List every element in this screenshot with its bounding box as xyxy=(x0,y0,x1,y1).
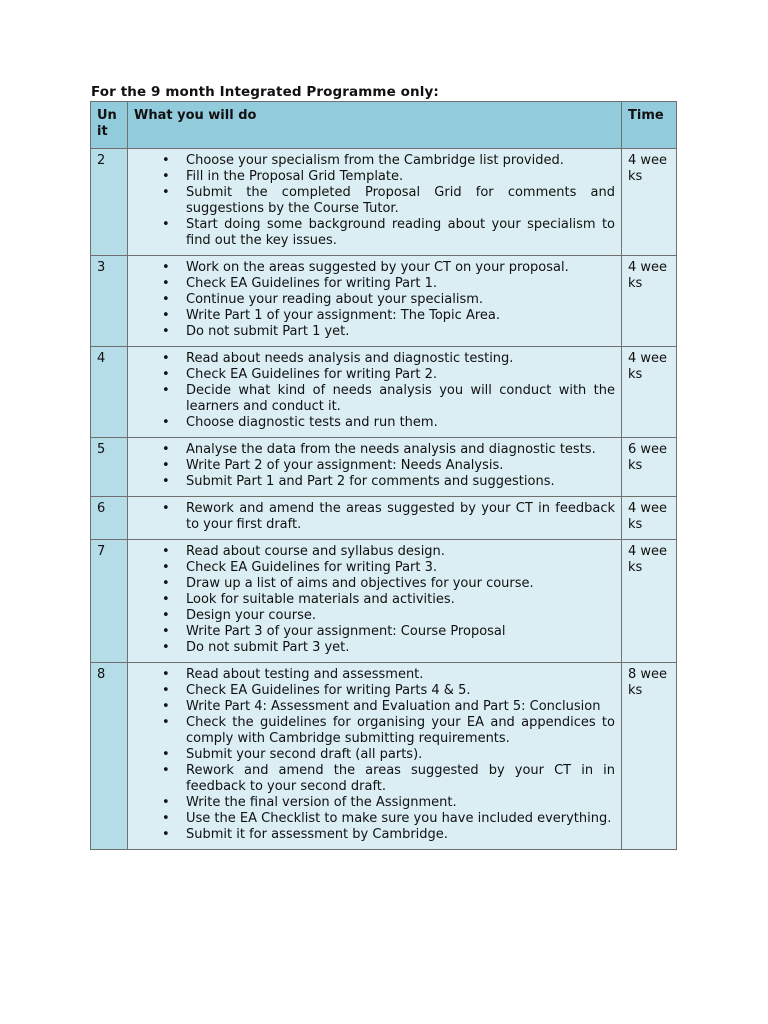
task-item: • Analyse the data from the needs analysis and diagnostic tests. xyxy=(186,442,615,458)
task-item: • Check the guidelines for organising your EA and appendices to comply with Cambridge submitting requirements. xyxy=(186,715,615,747)
table-row xyxy=(91,347,677,438)
unit-cell: 6 xyxy=(91,497,128,540)
column-header-unit: Unit xyxy=(91,102,128,149)
task-item: • Check EA Guidelines for writing Part 3. xyxy=(186,560,615,576)
task-item: • Read about testing and assessment. xyxy=(186,667,615,683)
task-item: • Design your course. xyxy=(186,608,615,624)
task-item: • Work on the areas suggested by your CT on your proposal. xyxy=(186,260,615,276)
table-row xyxy=(91,256,677,347)
task-item: • Write the final version of the Assignment. xyxy=(186,795,615,811)
task-item: • Continue your reading about your specialism. xyxy=(186,292,615,308)
time-value: 4 weeks xyxy=(628,351,668,382)
time-cell xyxy=(622,149,677,256)
tasks-cell xyxy=(128,663,622,850)
tasks-cell xyxy=(128,256,622,347)
task-item: • Write Part 1 of your assignment: The Topic Area. xyxy=(186,308,615,324)
unit-cell: 2 xyxy=(91,149,128,256)
task-item: • Check EA Guidelines for writing Parts 4 & 5. xyxy=(186,683,615,699)
task-item: • Check EA Guidelines for writing Part 2. xyxy=(186,367,615,383)
unit-cell: 8 xyxy=(91,663,128,850)
task-item: • Write Part 4: Assessment and Evaluation and Part 5: Conclusion xyxy=(186,699,615,715)
tasks-cell xyxy=(128,497,622,540)
time-value: 6 weeks xyxy=(628,442,668,473)
task-list xyxy=(134,260,615,340)
task-list xyxy=(134,351,615,431)
column-header-what: What you will do xyxy=(128,102,622,149)
table-row xyxy=(91,438,677,497)
task-item: • Check EA Guidelines for writing Part 1. xyxy=(186,276,615,292)
unit-cell: 4 xyxy=(91,347,128,438)
task-item: • Write Part 3 of your assignment: Course Proposal xyxy=(186,624,615,640)
page-heading: For the 9 month Integrated Programme only: xyxy=(91,84,439,100)
tasks-cell xyxy=(128,149,622,256)
time-cell xyxy=(622,256,677,347)
task-item: • Look for suitable materials and activities. xyxy=(186,592,615,608)
task-list xyxy=(134,442,615,490)
task-item: • Submit the completed Proposal Grid for comments and suggestions by the Course Tutor. xyxy=(186,185,615,217)
task-item: • Do not submit Part 3 yet. xyxy=(186,640,615,656)
time-cell xyxy=(622,663,677,850)
time-value: 4 weeks xyxy=(628,153,668,184)
task-item: • Rework and amend the areas suggested by your CT in in feedback to your second draft. xyxy=(186,763,615,795)
table-row xyxy=(91,149,677,256)
tasks-cell xyxy=(128,540,622,663)
table-header-row xyxy=(91,102,677,149)
task-item: • Use the EA Checklist to make sure you have included everything. xyxy=(186,811,615,827)
task-item: • Submit it for assessment by Cambridge. xyxy=(186,827,615,843)
table-row xyxy=(91,540,677,663)
task-item: • Do not submit Part 1 yet. xyxy=(186,324,615,340)
unit-cell: 5 xyxy=(91,438,128,497)
time-cell xyxy=(622,497,677,540)
task-item: • Draw up a list of aims and objectives for your course. xyxy=(186,576,615,592)
task-item: • Write Part 2 of your assignment: Needs Analysis. xyxy=(186,458,615,474)
time-cell xyxy=(622,540,677,663)
time-cell xyxy=(622,438,677,497)
task-item: • Choose your specialism from the Cambridge list provided. xyxy=(186,153,615,169)
column-header-time: Time xyxy=(622,102,677,149)
task-item: • Submit your second draft (all parts). xyxy=(186,747,615,763)
tasks-cell xyxy=(128,438,622,497)
task-list xyxy=(134,501,615,533)
table-row xyxy=(91,497,677,540)
unit-cell: 7 xyxy=(91,540,128,663)
task-list xyxy=(134,153,615,249)
task-list xyxy=(134,544,615,656)
task-item: • Fill in the Proposal Grid Template. xyxy=(186,169,615,185)
schedule-table xyxy=(90,101,677,850)
time-cell xyxy=(622,347,677,438)
task-item: • Choose diagnostic tests and run them. xyxy=(186,415,615,431)
unit-cell: 3 xyxy=(91,256,128,347)
task-item: • Rework and amend the areas suggested by your CT in feedback to your first draft. xyxy=(186,501,615,533)
time-value: 8 weeks xyxy=(628,667,668,698)
task-item: • Submit Part 1 and Part 2 for comments and suggestions. xyxy=(186,474,615,490)
time-value: 4 weeks xyxy=(628,501,668,532)
task-list xyxy=(134,667,615,843)
task-item: • Start doing some background reading about your specialism to find out the key issues. xyxy=(186,217,615,249)
task-item: • Read about course and syllabus design. xyxy=(186,544,615,560)
table-row xyxy=(91,663,677,850)
time-value: 4 weeks xyxy=(628,544,668,575)
task-item: • Decide what kind of needs analysis you will conduct with the learners and conduct it. xyxy=(186,383,615,415)
task-item: • Read about needs analysis and diagnostic testing. xyxy=(186,351,615,367)
tasks-cell xyxy=(128,347,622,438)
time-value: 4 weeks xyxy=(628,260,668,291)
